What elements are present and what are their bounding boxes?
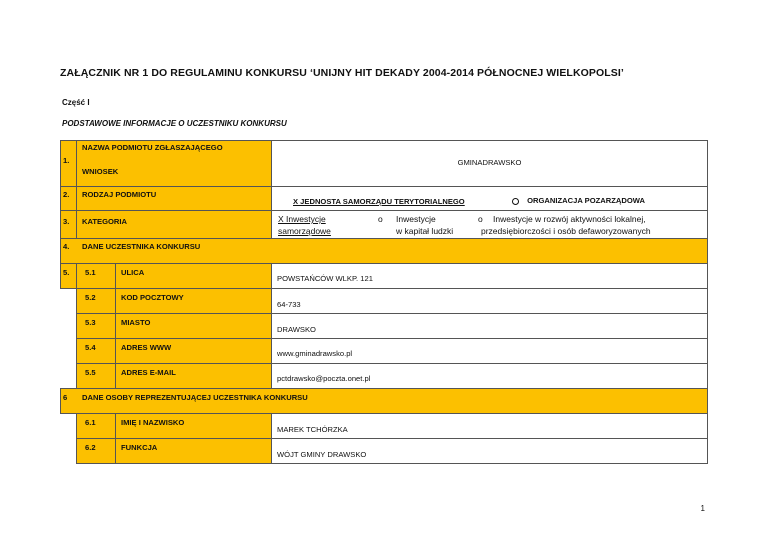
row1-number-cell [60,140,77,187]
row-5-5-label-cell [115,363,272,389]
row-5-5-code: 5.5 [85,368,96,377]
row-5-2-label-cell [115,288,272,314]
category-option3-bullet: o [478,214,483,224]
row-6-1-code: 6.1 [85,418,96,427]
category-option1-line1[interactable]: X Inwestycje [278,214,326,224]
row3-number-cell [60,210,77,239]
row-5-4-label: ADRES WWW [121,343,172,352]
row1-value-cell [271,140,708,187]
row6-label: DANE OSOBY REPREZENTUJĄCEJ UCZESTNIKA KONKURSU [82,393,308,402]
row2-number-cell [60,186,77,211]
row1-number: 1. [63,156,70,165]
name-value: MAREK TCHÓRZKA [277,425,348,434]
row-6-1-label: IMIĘ I NAZWISKO [121,418,185,427]
category-option2-bullet: o [378,214,383,224]
row-5-3-code-cell [76,313,116,339]
row3-options-cell [271,210,708,239]
website-value-cell [271,338,708,364]
category-option2-line1[interactable]: Inwestycje [396,214,436,224]
radio-circle-icon [512,198,519,205]
row-6-2-code: 6.2 [85,443,96,452]
row-5-4-code: 5.4 [85,343,96,352]
row6-number: 6 [63,393,68,402]
row-6-2-label: FUNKCJA [121,443,158,452]
row-5-4-label-cell [115,338,272,364]
row-5-2-code: 5.2 [85,293,96,302]
website-value: www.gminadrawsko.pl [277,349,353,358]
row4-header [60,238,708,264]
email-value-cell [271,363,708,389]
row-5-1-code: 5.1 [85,268,96,277]
postal-code-value-cell [271,288,708,314]
email-value: pctdrawsko@poczta.onet.pl [277,374,371,383]
category-option3-line1[interactable]: Inwestycje w rozwój aktywności lokalnej, [493,214,646,224]
row1-label-cell [76,140,272,187]
row-5-2-label: KOD POCZTOWY [121,293,184,302]
row1-label-line2: WNIOSEK [82,167,119,176]
row-6-2-code-cell [76,438,116,464]
row-5-3-code: 5.3 [85,318,96,327]
row-5-5-code-cell [76,363,116,389]
row6-header [60,388,708,414]
row-6-2-label-cell [115,438,272,464]
row3-label: KATEGORIA [82,217,127,226]
row-5-1-label: ULICA [121,268,145,277]
row-5-2-code-cell [76,288,116,314]
category-option1-line2[interactable]: samorządowe [278,226,331,236]
row2-number: 2. [63,190,70,199]
row1-label-line1: NAZWA PODMIOTU ZGŁASZAJĄCEGO [82,143,223,152]
postal-code-value: 64-733 [277,300,301,309]
row5-number: 5. [63,268,70,277]
row5-number-cell [60,263,77,289]
function-value: WÓJT GMINY DRAWSKO [277,450,367,459]
street-value-cell [271,263,708,289]
row-5-4-code-cell [76,338,116,364]
option-ngo[interactable] [512,196,645,205]
document-title: ZAŁĄCZNIK NR 1 DO REGULAMINU KONKURSU ‘UNIJNY HIT DEKADY 2004-2014 PÓŁNOCNEJ WIELKOPOLSI’ [60,67,624,79]
row2-options-cell [271,186,708,211]
row4-label: DANE UCZESTNIKA KONKURSU [82,242,201,251]
category-option3-line2[interactable]: przedsiębiorczości i osób defaworyzowanych [481,226,651,236]
row-6-1-code-cell [76,413,116,439]
row2-label: RODZAJ PODMIOTU [82,190,157,199]
row3-number: 3. [63,217,70,226]
row-5-5-label: ADRES E-MAIL [121,368,176,377]
category-option2-line2[interactable]: w kapitał ludzki [396,226,454,236]
option-jst-selected[interactable]: X JEDNOSTA SAMORZĄDU TERYTORIALNEGO [293,197,465,206]
row1-value: GMINADRAWSKO [457,158,522,167]
option-ngo-label: ORGANIZACJA POZARZĄDOWA [527,196,645,205]
row4-number: 4. [63,242,70,251]
part-label: Część I [62,98,90,107]
city-value: DRAWSKO [277,325,316,334]
row3-label-cell [76,210,272,239]
street-value: POWSTAŃCÓW WLKP. 121 [277,274,373,283]
row-6-1-label-cell [115,413,272,439]
name-value-cell [271,413,708,439]
section-subtitle: PODSTAWOWE INFORMACJE O UCZESTNIKU KONKURSU [62,119,287,128]
page-number: 1 [700,504,705,513]
row-5-3-label: MIASTO [121,318,151,327]
row-5-1-label-cell [115,263,272,289]
row-5-3-label-cell [115,313,272,339]
row-5-1-code-cell [76,263,116,289]
function-value-cell [271,438,708,464]
row2-label-cell [76,186,272,211]
city-value-cell [271,313,708,339]
